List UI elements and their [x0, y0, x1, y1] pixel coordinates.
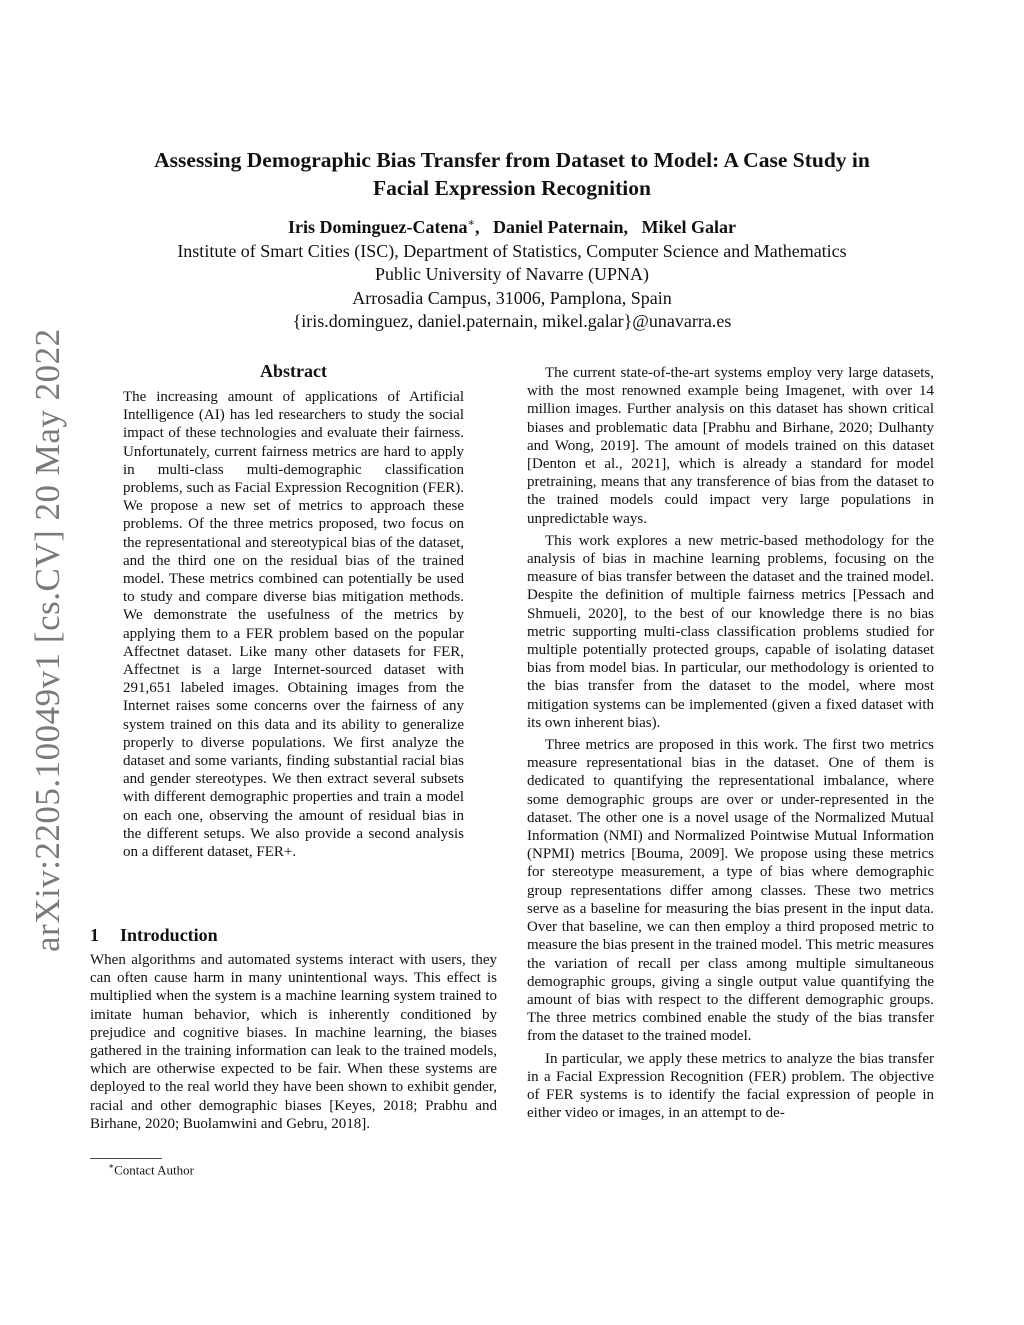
section-title: Introduction [120, 925, 218, 945]
introduction-heading [90, 925, 218, 946]
right-paragraph-2: This work explores a new metric-based methodology for the analysis of bias in machine learning problems, focusing on the measure of bias transfer between the dataset and the trained model. Despite the definition of multiple fairness metrics [Pessach and Shmueli, 2020], to the best of our knowledge there is no bias metric supporting multi-class classification problems studied for multiple potentially protected groups, capable of isolating dataset bias from model bias. In particular, our methodology is oriented to the bias transfer from the dataset to the model, where most mitigation systems can be implemented (given a fixed dataset with its own inherent bias). [527, 532, 934, 731]
right-paragraph-1: The current state-of-the-art systems employ very large datasets, with the most renowned example being Imagenet, with over 14 million images. Further analysis on this dataset has shown critical biases and problematic data [Prabhu and Birhane, 2020; Dulhanty and Wong, 2019]. The amount of models trained on this dataset [Denton et al., 2021], which is already a standard for model pretraining, means that any transference of bias from the dataset to the trained models could impact very large populations in unpredictable ways. [527, 365, 934, 527]
introduction-paragraph-1: When algorithms and automated systems interact with users, they can often cause harm in many unintentional ways. This effect is multiplied when the system is a machine learning system trained to imitate human behavior, which is inherently conditioned by prejudice and cognitive biases. In machine learning, the biases gathered in the training information can leak to the trained models, which are otherwise expected to be fair. When these systems are deployed to the real world they have been shown to exhibit gender, racial and other demographic biases [Keyes, 2018; Prabhu and Birhane, 2020; Buolamwini and Gebru, 2018]. [90, 952, 497, 1132]
affiliation-university: Public University of Navarre (UPNA) [375, 264, 649, 285]
section-number: 1 [90, 925, 99, 945]
footnote-rule [90, 1158, 162, 1159]
arxiv-identifier: arXiv:2205.10049v1 [cs.CV] 20 May 2022 [28, 328, 67, 952]
footnote-mark: ∗ [108, 1161, 115, 1171]
affiliation-address: Arrosadia Campus, 31006, Pamplona, Spain [352, 287, 672, 308]
author-3: Mikel Galar [641, 217, 736, 237]
author-2: Daniel Paternain [492, 217, 624, 237]
author-1: Iris Dominguez-Catena [288, 217, 468, 237]
abstract-body [123, 388, 464, 861]
title-line-1: Assessing Demographic Bias Transfer from Dataset to Model: A Case Study in [154, 148, 870, 172]
author-list: Iris Dominguez-Catena∗, Daniel Paternain, Mikel Galar [288, 217, 736, 237]
footnote [108, 1161, 194, 1178]
right-paragraph-3: Three metrics are proposed in this work. The first two metrics measure representational bias in the dataset. One of them is dedicated to quantifying the representational imbalance, where some demographic groups are over or under-represented in the dataset. The other one is a novel usage of the Normalized Mutual Information (NMI) and Normalized Pointwise Mutual Information (NPMI) metrics [Bouma, 2009]. We propose using these metrics for stereotype measurement, a type of bias where demographic group representations differ among classes. These two metrics serve as a baseline for measuring the bias present in the input data. Over that baseline, we can then employ a third proposed metric to measure the bias present in the trained model. This metric measures the variation of recall per class among multiple simultaneous demographic groups, giving a single output value quantifying the amount of bias with respect to the different demographic groups. The three metrics combined enable the study of the bias transfer from the dataset to the trained model. [527, 737, 934, 1045]
paper-title [90, 146, 934, 202]
right-column [527, 364, 934, 1126]
abstract-text: The increasing amount of applications of Artificial Intelligence (AI) has led researchers to study the social impact of these technologies and evaluate their fairness. Unfortunately, current fairness metrics are hard to apply in multi-class multi-demographic classification problems, such as Facial Expression Recognition (FER). We propose a new set of metrics to approach these problems. Of the three metrics proposed, two focus on the representational and stereotypical bias of the dataset, and the third one on the residual bias of the trained model. These metrics combined can potentially be used to study and compare diverse bias mitigation methods. We demonstrate the usefulness of the metrics by applying them to a FER problem based on the popular Affectnet dataset. Like many other datasets for FER, Affectnet is a large Internet-sourced dataset with 291,651 labeled images. Obtaining images from the Internet raises some concerns over the fairness of any system trained on this data and its ability to generalize properly to diverse populations. We first analyze the dataset and some variants, finding substantial racial bias and gender stereotypes. We then extract several subsets with different demographic properties and train a model on each one, observing the amount of residual bias in the different setups. We also provide a second analysis on a different dataset, FER+. [123, 389, 464, 861]
footnote-text: Contact Author [114, 1162, 194, 1178]
affiliation-institute: Institute of Smart Cities (ISC), Department of Statistics, Computer Science and Mathematics [177, 241, 847, 261]
right-paragraph-4: In particular, we apply these metrics to analyze the bias transfer in a Facial Expression Recognition (FER) problem. The objective of FER systems is to identify the facial expression of people in either video or images, in an attempt to de- [527, 1050, 934, 1122]
affiliation-block [90, 240, 934, 333]
introduction-body [90, 951, 497, 1133]
title-line-2: Facial Expression Recognition [373, 176, 651, 200]
affiliation-emails: {iris.dominguez, daniel.paternain, mikel.galar}@unavarra.es [292, 310, 732, 331]
author-1-mark: ∗ [467, 217, 475, 229]
abstract-heading: Abstract [260, 361, 327, 381]
